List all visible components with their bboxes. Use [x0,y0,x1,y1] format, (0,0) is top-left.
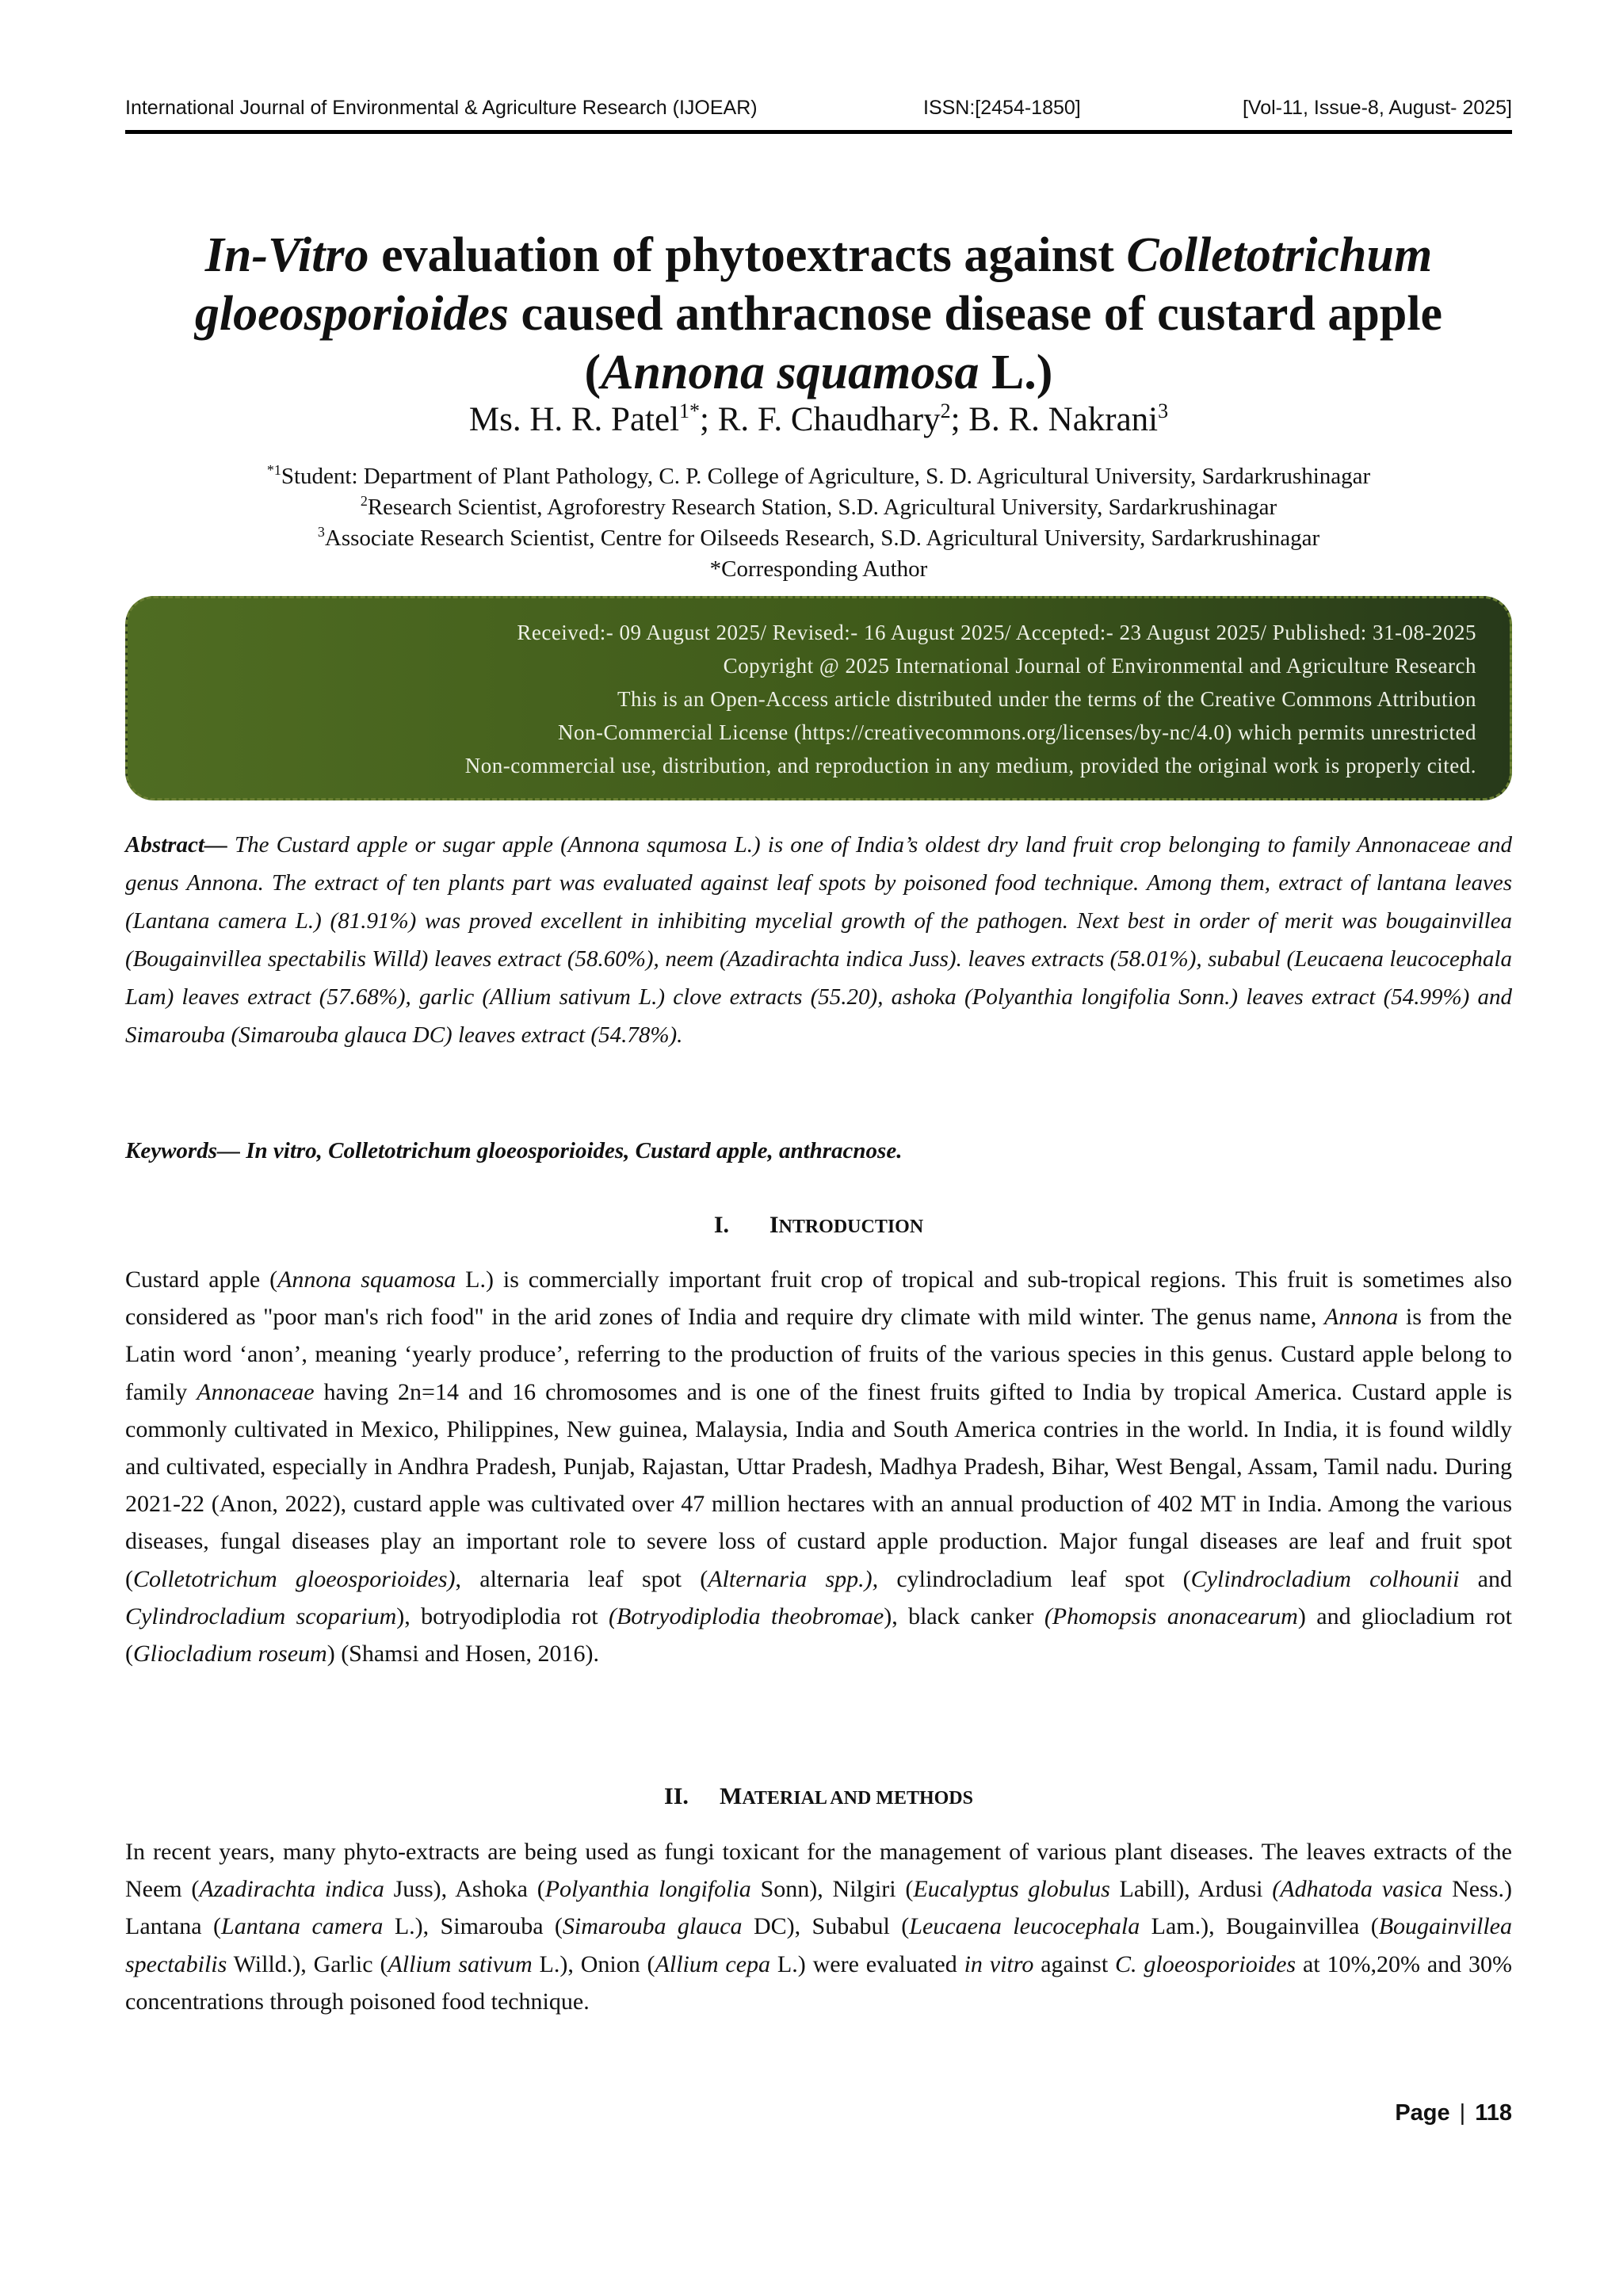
text-run: ) and gliocladium rot ( [125,1603,1513,1668]
text-run: in vitro [964,1950,1034,1977]
section-number: II. [664,1783,689,1809]
section-heading-introduction [125,1208,1512,1244]
text-run: is from the Latin word ‘anon’, meaning ‘yearly produce’, referring to the production of fruits of the various species in this genus. Custard apple belong to family [125,1304,1512,1405]
affiliation [125,523,1512,554]
text-run: Gliocladium roseum [133,1641,327,1668]
text-run: Custard apple ( [125,1266,278,1293]
text-run: Bougainvillea spectabilis [125,1913,1512,1977]
title-fragment: ( [584,346,601,399]
page-number [1395,2100,1512,2126]
text-run: (Adhatoda vasica [1272,1876,1443,1903]
title-fragment: caused anthracnose disease of custard apple [509,287,1443,341]
text-run: Juss), Ashoka ( [384,1876,545,1903]
affiliation-mark: 2 [360,493,368,509]
abstract-label: Abstract— [125,832,227,858]
text-run: ), black canker [884,1603,1044,1629]
introduction-paragraph [125,1261,1512,1672]
paper-title [125,226,1512,402]
copyright-line: Copyright @ 2025 International Journal of Environmental and Agriculture Research [723,654,1476,678]
text-run: Colletotrichum gloeosporioides) [133,1565,456,1592]
text-run: Willd.), Garlic ( [227,1950,388,1977]
section-title-rest: ATERIAL AND METHODS [742,1788,973,1809]
text-run: against [1033,1950,1116,1977]
text-run: Annona squamosa [277,1266,456,1293]
methods-paragraph [125,1833,1512,2020]
page-number-value: 118 [1475,2100,1512,2126]
text-run: (Phomopsis anonacearum [1044,1603,1298,1629]
corresponding-author: *Corresponding Author [709,556,928,582]
text-run: Polyanthia longifolia [544,1876,751,1903]
issn: ISSN:[2454-1850] [923,97,1081,119]
text-run: Sonn), Nilgiri ( [750,1876,914,1903]
title-fragment: In-Vitro [204,228,369,282]
text-run: Ness.) Lantana ( [125,1876,1512,1940]
text-run: Cylindrocladium scoparium [125,1603,397,1629]
section-title-initial: I [769,1212,779,1238]
author-affil-mark: 2 [940,399,951,422]
journal-name: International Journal of Environmental & Agriculture Research (IJOEAR) [125,97,758,119]
text-run: Annonaceae [197,1378,315,1405]
page-label: Page [1395,2100,1450,2126]
keywords: Keywords— In vitro, Colletotrichum gloeosporioides, Custard apple, anthracnose. [125,1138,903,1163]
text-run: having 2n=14 and 16 chromosomes and is one of the finest fruits gifted to India by tropical America. Custard apple is commonly cultivated in Mexico, Philippines, New guinea, Malaysia, India and South America contries in the world. In India, it is found wildly and cultivated, especially in Andhra Pradesh, Punjab, Rajastan, Uttar Pradesh, Madhya Pradesh, Bihar, West Bengal, Assam, Tamil nadu. During 2021-22 (Anon, 2022), custard apple was cultivated over 47 million hectares with an annual production of 402 MT in India. Among the various diseases, fungal diseases play an important role to severe loss of custard apple production. Major fungal diseases are leaf and fruit spot ( [125,1378,1512,1592]
text-run: L.), Onion ( [532,1950,655,1977]
volume-issue: [Vol-11, Issue-8, August- 2025] [1242,97,1512,119]
text-run: L.) were evaluated [770,1950,964,1977]
text-run: cylindrocladium leaf spot ( [878,1565,1191,1592]
license-line: Non-Commercial License (https://creativecommons.org/licenses/by-nc/4.0) which permits unrestricted [558,720,1476,744]
text-run: and [1459,1565,1512,1592]
text-run: Lam.), Bougainvillea ( [1140,1913,1379,1940]
page-separator: | [1459,2100,1466,2126]
author-name: ; B. R. Nakrani [950,401,1159,438]
section-title-rest: NTRODUCTION [778,1217,924,1237]
author-affil-mark: 3 [1158,399,1169,422]
text-run: Eucalyptus globulus [913,1876,1110,1903]
affiliation-text: Research Scientist, Agroforestry Research Station, S.D. Agricultural University, Sardarkrushinagar [367,495,1277,520]
affiliation-text: Student: Department of Plant Pathology, C. P. College of Agriculture, S. D. Agricultural University, Sardarkrushinagar [281,464,1371,489]
section-heading-methods [125,1779,1512,1816]
author-affil-mark: 1* [679,399,701,422]
title-fragment: Annona squamosa [601,346,980,399]
affiliation [125,492,1512,523]
text-run: Cylindrocladium colhounii [1190,1565,1460,1592]
abstract-text: The Custard apple or sugar apple (Annona squmosa L.) is one of India’s oldest dry land fruit crop belonging to family Annonaceae and genus Annona. The extract of ten plants part was evaluated against leaf spots by poisoned food technique. Among them, extract of lantana leaves (Lantana camera L.) (81.91%) was proved excellent in inhibiting mycelial growth of the pathogen. Next best in order of merit was bougainvillea (Bougainvillea spectabilis Willd) leaves extract (58.60%), neem (Azadirachta indica Juss). leaves extracts (58.01%), subabul (Leucaena leucocephala Lam) leaves extract (57.68%), garlic (Allium sativum L.) clove extracts (55.20), ashoka (Polyanthia longifolia Sonn.) leaves extract (54.99%) and Simarouba (Simarouba glauca DC) leaves extract (54.78%). [125,832,1512,1048]
text-run: Azadirachta indica [199,1876,384,1903]
text-run: Lantana camera [221,1913,384,1940]
section-title-initial: M [720,1783,743,1809]
author-name: Ms. H. R. Patel [468,401,680,438]
text-run: Labill), Ardusi [1109,1876,1273,1903]
affiliation-text: Associate Research Scientist, Centre for Oilseeds Research, S.D. Agricultural University, Sardarkrushinagar [324,525,1320,551]
author-name: ; R. F. Chaudhary [700,401,941,438]
text-run: ), botryodiplodia rot [396,1603,609,1629]
license-line: This is an Open-Access article distributed under the terms of the Creative Commons Attribution [617,687,1476,711]
affiliation [125,461,1512,492]
text-run: In recent years, many phyto-extracts are being used as fungi toxicant for the management of various plant diseases. The leaves extracts of the Neem ( [125,1839,1512,1903]
text-run: Allium sativum [388,1950,533,1977]
text-run: C. gloeosporioides [1115,1950,1296,1977]
publication-dates: Received:- 09 August 2025/ Revised:- 16 August 2025/ Accepted:- 23 August 2025/ Published: 31-08-2025 [517,621,1476,644]
running-header [125,94,1512,134]
author-list [125,398,1512,442]
publication-info-box [125,596,1512,800]
text-run: Simarouba glauca [562,1913,743,1940]
text-run: Leucaena leucocephala [909,1913,1140,1940]
text-run: ) (Shamsi and Hosen, 2016). [327,1641,599,1668]
title-fragment: evaluation of phytoextracts against [369,228,1127,282]
text-run: Annona [1323,1304,1399,1331]
text-run: , alternaria leaf spot ( [455,1565,708,1592]
text-run: at 10%,20% and 30% concentrations through poisoned food technique. [125,1950,1512,2015]
section-number: I. [713,1212,729,1238]
abstract [125,826,1512,1054]
text-run: Allium cepa [655,1950,771,1977]
title-fragment: Colletotrichum [1126,228,1433,282]
text-run: Alternaria spp.), [708,1565,879,1592]
title-fragment: gloeosporioides [194,287,510,341]
title-fragment: L.) [979,346,1053,399]
affiliations [125,461,1512,585]
license-line: Non-commercial use, distribution, and reproduction in any medium, provided the original work is properly cited. [464,754,1476,777]
text-run: L.) is commercially important fruit crop of tropical and sub-tropical regions. This fruit is sometimes also considered as "poor man's rich food" in the arid zones of India and require dry climate with mild winter. The genus name, [125,1266,1512,1331]
text-run: L.), Simarouba ( [383,1913,563,1940]
affiliation-mark: 3 [317,524,325,540]
affiliation-mark: *1 [266,462,281,478]
text-run: DC), Subabul ( [742,1913,910,1940]
text-run: (Botryodiplodia theobromae [608,1603,884,1629]
